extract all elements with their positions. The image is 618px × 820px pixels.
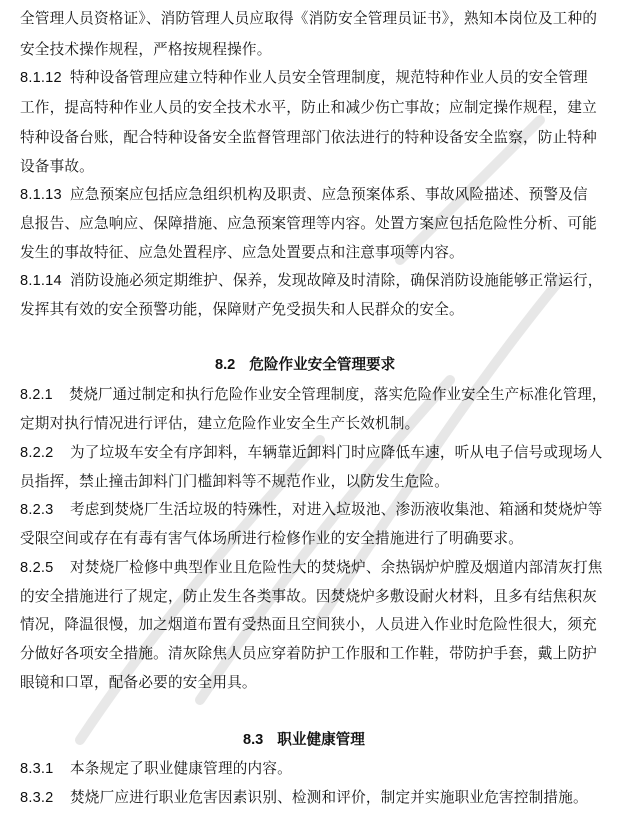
- section-title: 危险作业安全管理要求: [249, 356, 396, 373]
- section-title: 职业健康管理: [277, 731, 365, 748]
- paragraph-line: [20, 9, 597, 29]
- section-number: 8.3: [243, 732, 264, 748]
- clause-8-2-3: [20, 500, 603, 520]
- line-text: 考虑到焚烧厂生活垃圾的特殊性，对进入垃圾池、渗沥液收集池、箱涵和焚烧炉等: [70, 501, 603, 518]
- line-text: 发生的事故特征、应急处置程序、应急处置要点和注意事项等内容。: [20, 244, 464, 261]
- clause-number: 8.1.14: [20, 273, 62, 289]
- line-text: 全管理人员资格证》、消防管理人员应取得《消防安全管理员证书》，熟知本岗位及工种的: [20, 10, 598, 27]
- clause-8-2-2: [20, 443, 603, 463]
- line-text: 的安全措施进行了规定，防止发生各类事故。因焚烧炉多敷设耐火材料，且多有结焦积灰: [20, 588, 597, 605]
- paragraph-line: [20, 98, 597, 118]
- paragraph-line: [20, 414, 419, 434]
- line-text: 受限空间或存在有毒有害气体场所进行检修作业的安全措施进行了明确要求。: [20, 530, 523, 547]
- clause-8-3-1: [20, 759, 292, 779]
- clause-number: 8.3.2: [20, 790, 54, 806]
- paragraph-line: [20, 214, 597, 234]
- line-text: 本条规定了职业健康管理的内容。: [70, 760, 292, 777]
- line-text: 消防设施必须定期维护、保养，发现故障及时清除，确保消防设施能够正常运行，: [70, 272, 603, 289]
- line-text: 特种设备管理应建立特种作业人员安全管理制度，规范特种作业人员的安全管理: [70, 69, 588, 86]
- line-text: 对焚烧厂检修中典型作业且危险性大的焚烧炉、余热锅炉炉膛及烟道内部清灰打焦: [70, 559, 603, 576]
- clause-8-2-1: [20, 385, 606, 405]
- line-text: 员指挥，禁止撞击卸料门门槛卸料等不规范作业，以防发生危险。: [20, 473, 450, 490]
- paragraph-line: [20, 472, 449, 492]
- line-text: 眼镜和口罩，配备必要的安全用具。: [20, 674, 257, 691]
- clause-8-1-12: [20, 68, 588, 88]
- clause-number: 8.2.3: [20, 502, 54, 518]
- paragraph-line: [20, 644, 597, 664]
- clause-number: 8.2.5: [20, 560, 54, 576]
- section-heading-8-2: [215, 355, 395, 375]
- line-text: 焚烧厂应进行职业危害因素识别、检测和评价，制定并实施职业危害控制措施。: [70, 789, 588, 806]
- clause-8-1-14: [20, 271, 603, 291]
- line-text: 为了垃圾车安全有序卸料，车辆靠近卸料门时应降低车速，听从电子信号或现场人: [70, 444, 603, 461]
- paragraph-line: [20, 673, 257, 693]
- paragraph-line: [20, 243, 464, 263]
- line-text: 定期对执行情况进行评估，建立危险作业安全生产长效机制。: [20, 415, 420, 432]
- section-heading-8-3: [243, 730, 365, 750]
- paragraph-line: [20, 615, 597, 635]
- line-text: 息报告、应急响应、保障措施、应急预案管理等内容。处置方案应包括危险性分析、可能: [20, 215, 597, 232]
- line-text: 发挥其有效的安全预警功能，保障财产免受损失和人民群众的安全。: [20, 301, 464, 318]
- watermark-graphic: [20, 60, 618, 820]
- clause-8-2-5: [20, 558, 603, 578]
- section-number: 8.2: [215, 357, 236, 373]
- line-text: 应急预案应包括应急组织机构及职责、应急预案体系、事故风险描述、预警及信: [70, 186, 588, 203]
- paragraph-line: [20, 300, 464, 320]
- line-text: 焚烧厂通过制定和执行危险作业安全管理制度，落实危险作业安全生产标准化管理，: [69, 386, 607, 403]
- line-text: 安全技术操作规程，严格按规程操作。: [20, 41, 272, 58]
- paragraph-line: [20, 128, 597, 148]
- line-text: 设备事故。: [20, 158, 94, 175]
- line-text: 特种设备台账，配合特种设备安全监督管理部门依法进行的特种设备安全监察，防止特种: [20, 129, 597, 146]
- clause-number: 8.1.12: [20, 70, 62, 86]
- clause-number: 8.2.1: [20, 387, 53, 403]
- paragraph-line: [20, 587, 597, 607]
- clause-8-1-13: [20, 185, 588, 205]
- line-text: 情况，降温很慢，加之烟道布置有受热面且空间狭小，人员进入作业时危险性很大，须充: [20, 616, 597, 633]
- clause-number: 8.3.1: [20, 761, 54, 777]
- paragraph-line: [20, 157, 94, 177]
- paragraph-line: [20, 529, 523, 549]
- clause-number: 8.2.2: [20, 445, 54, 461]
- clause-number: 8.1.13: [20, 187, 62, 203]
- line-text: 分做好各项安全措施。清灰除焦人员应穿着防护工作服和工作鞋，带防护手套，戴上防护: [20, 645, 597, 662]
- line-text: 工作，提高特种作业人员的安全技术水平，防止和减少伤亡事故；应制定操作规程，建立: [20, 99, 597, 116]
- paragraph-line: [20, 40, 272, 60]
- clause-8-3-2: [20, 788, 588, 808]
